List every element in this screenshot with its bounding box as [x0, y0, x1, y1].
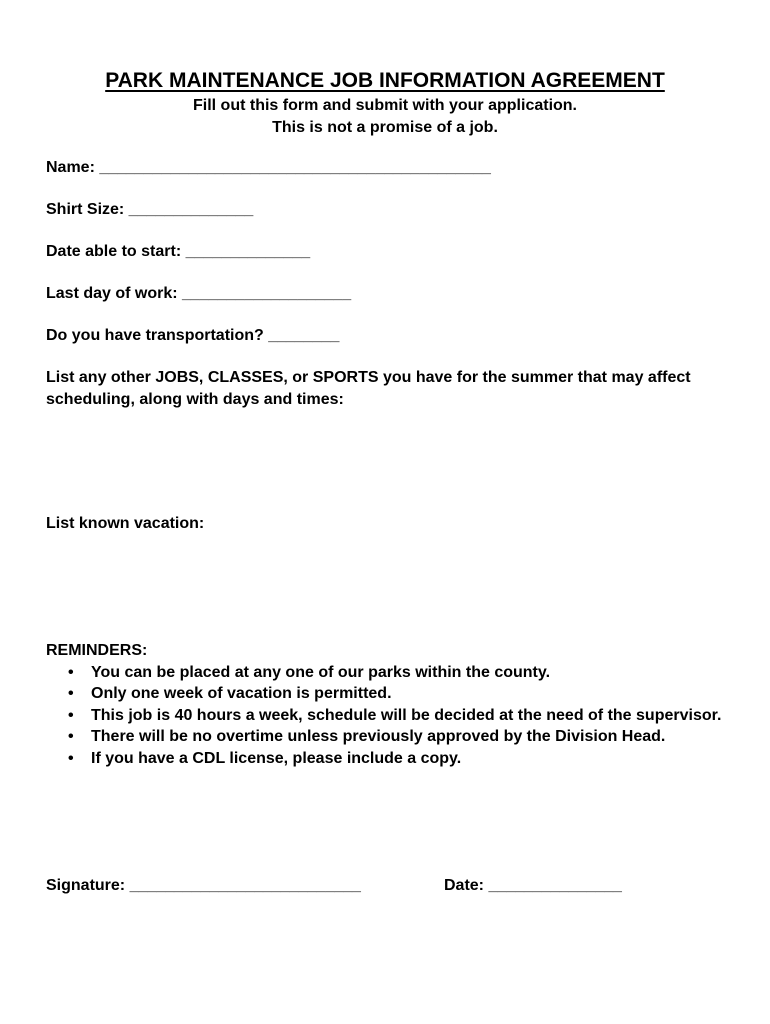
reminder-item [46, 748, 726, 770]
start-date-field[interactable]: Date able to start: ______________ [46, 243, 311, 260]
reminder-text: If you have a CDL license, please include a copy. [91, 749, 462, 767]
shirt-size-field[interactable]: Shirt Size: ______________ [46, 201, 254, 218]
last-day-field[interactable]: Last day of work: ___________________ [46, 285, 352, 302]
subtitle-instructions: Fill out this form and submit with your application. [193, 97, 577, 114]
reminder-text: There will be no overtime unless previously approved by the Division Head. [91, 728, 666, 745]
date-field[interactable]: Date: _______________ [444, 877, 622, 894]
form-title [0, 66, 770, 96]
vacation-prompt: List known vacation: [46, 515, 205, 532]
reminders-section [46, 640, 726, 769]
reminders-heading: REMINDERS: [46, 642, 148, 659]
reminder-text: This job is 40 hours a week, schedule will be decided at the need of the supervisor. [91, 706, 722, 724]
name-field[interactable]: Name: ____________________________________________ [46, 159, 491, 176]
bullet-icon: • [68, 706, 74, 724]
bullet-icon: • [68, 749, 74, 767]
reminder-text: You can be placed at any one of our parks within the county. [91, 663, 551, 681]
signature-field[interactable]: Signature: __________________________ [46, 877, 361, 894]
form-title-text: PARK MAINTENANCE JOB INFORMATION AGREEMENT [105, 69, 665, 92]
subtitle-disclaimer: This is not a promise of a job. [272, 119, 498, 136]
reminder-item [46, 662, 726, 684]
reminder-text: Only one week of vacation is permitted. [91, 685, 392, 702]
bullet-icon: • [68, 728, 74, 745]
reminder-item [46, 683, 726, 705]
other-commitments-prompt: List any other JOBS, CLASSES, or SPORTS you have for the summer that may affect scheduling, along with days and times: [46, 369, 691, 408]
transportation-field[interactable]: Do you have transportation? ________ [46, 327, 340, 344]
bullet-icon: • [68, 663, 74, 681]
reminder-item [46, 705, 726, 727]
reminders-list [46, 662, 726, 770]
bullet-icon: • [68, 685, 74, 702]
reminder-item [46, 726, 726, 748]
